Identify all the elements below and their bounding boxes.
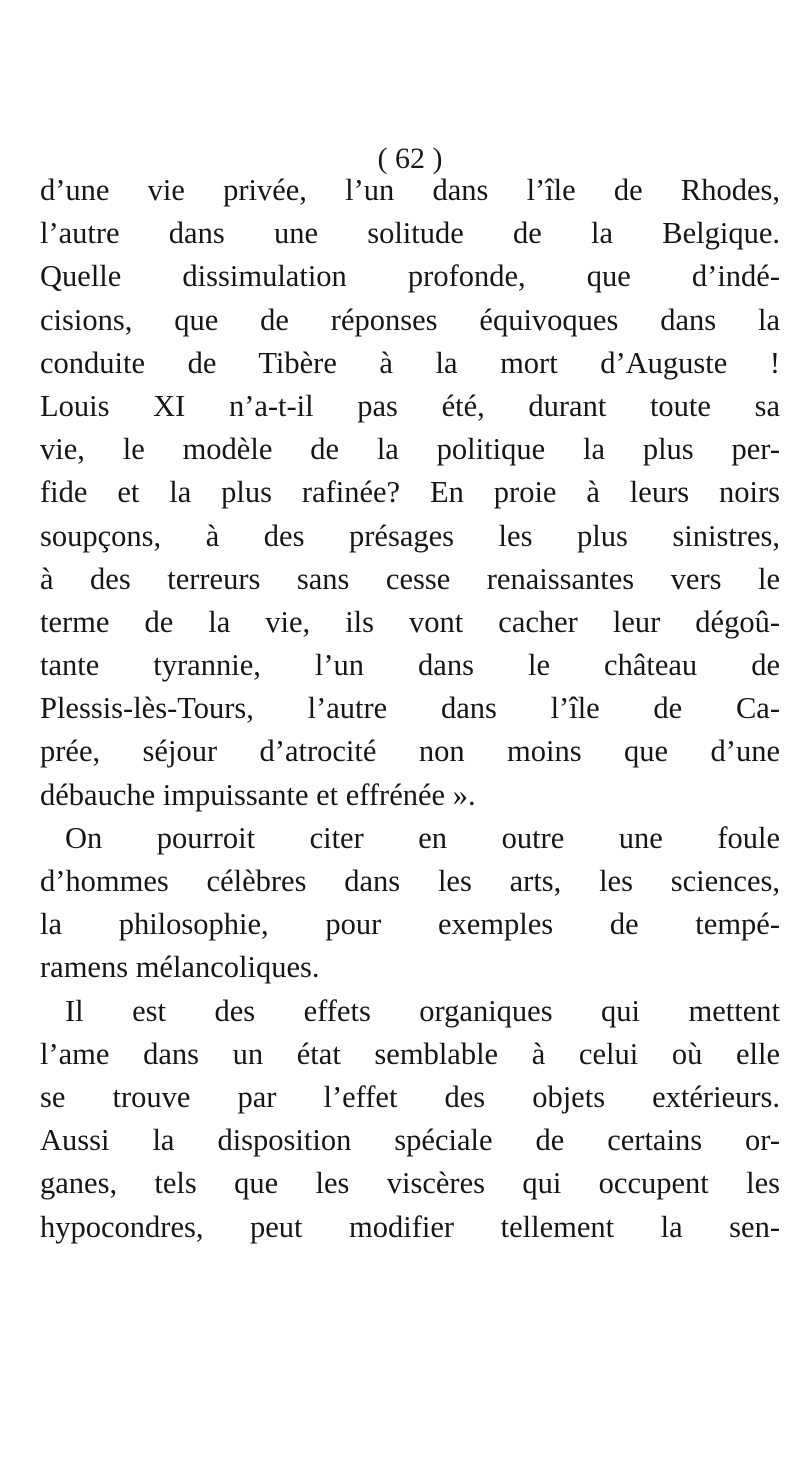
page-number: ( 62 ): [377, 142, 443, 175]
text-line: se trouve par l’effet des objets extérieurs.: [40, 1079, 780, 1114]
text-line: On pourroit citer en outre une foule: [65, 820, 780, 855]
text-line: ramens mélancoliques.: [40, 950, 320, 985]
text-line: l’autre dans une solitude de la Belgique.: [40, 216, 780, 251]
text-line: à des terreurs sans cesse renaissantes vers le: [40, 561, 780, 596]
text-line: Quelle dissimulation profonde, que d’indé-: [40, 259, 780, 294]
text-line: ganes, tels que les viscères qui occupent les: [40, 1166, 780, 1201]
text-line: Aussi la disposition spéciale de certains or-: [40, 1123, 780, 1158]
text-line: l’ame dans un état semblable à celui où elle: [40, 1036, 780, 1071]
text-line: hypocondres, peut modifier tellement la sen-: [40, 1209, 780, 1244]
text-line: Il est des effets organiques qui mettent: [65, 993, 780, 1028]
text-line: soupçons, à des présages les plus sinistres,: [40, 518, 780, 553]
text-line: fide et la plus rafinée? En proie à leurs noirs: [40, 475, 780, 510]
text-line: prée, séjour d’atrocité non moins que d’une: [40, 734, 780, 769]
text-line: cisions, que de réponses équivoques dans la: [40, 302, 780, 337]
text-line: d’une vie privée, l’un dans l’île de Rhodes,: [40, 173, 780, 207]
text-line: vie, le modèle de la politique la plus per-: [40, 432, 780, 467]
text-line: la philosophie, pour exemples de tempé-: [40, 907, 780, 942]
text-line: Plessis-lès-Tours, l’autre dans l’île de Ca-: [40, 691, 780, 726]
text-line: terme de la vie, ils vont cacher leur dégoû-: [40, 604, 780, 639]
text-line: Louis XI n’a-t-il pas été, durant toute sa: [40, 388, 780, 423]
text-line: conduite de Tibère à la mort d’Auguste !: [40, 345, 780, 380]
text-line: d’hommes célèbres dans les arts, les sciences,: [40, 864, 780, 898]
text-line: débauche impuissante et effrénée ».: [40, 777, 476, 812]
page-text: [40, 169, 780, 1249]
text-line: tante tyrannie, l’un dans le château de: [40, 648, 780, 683]
